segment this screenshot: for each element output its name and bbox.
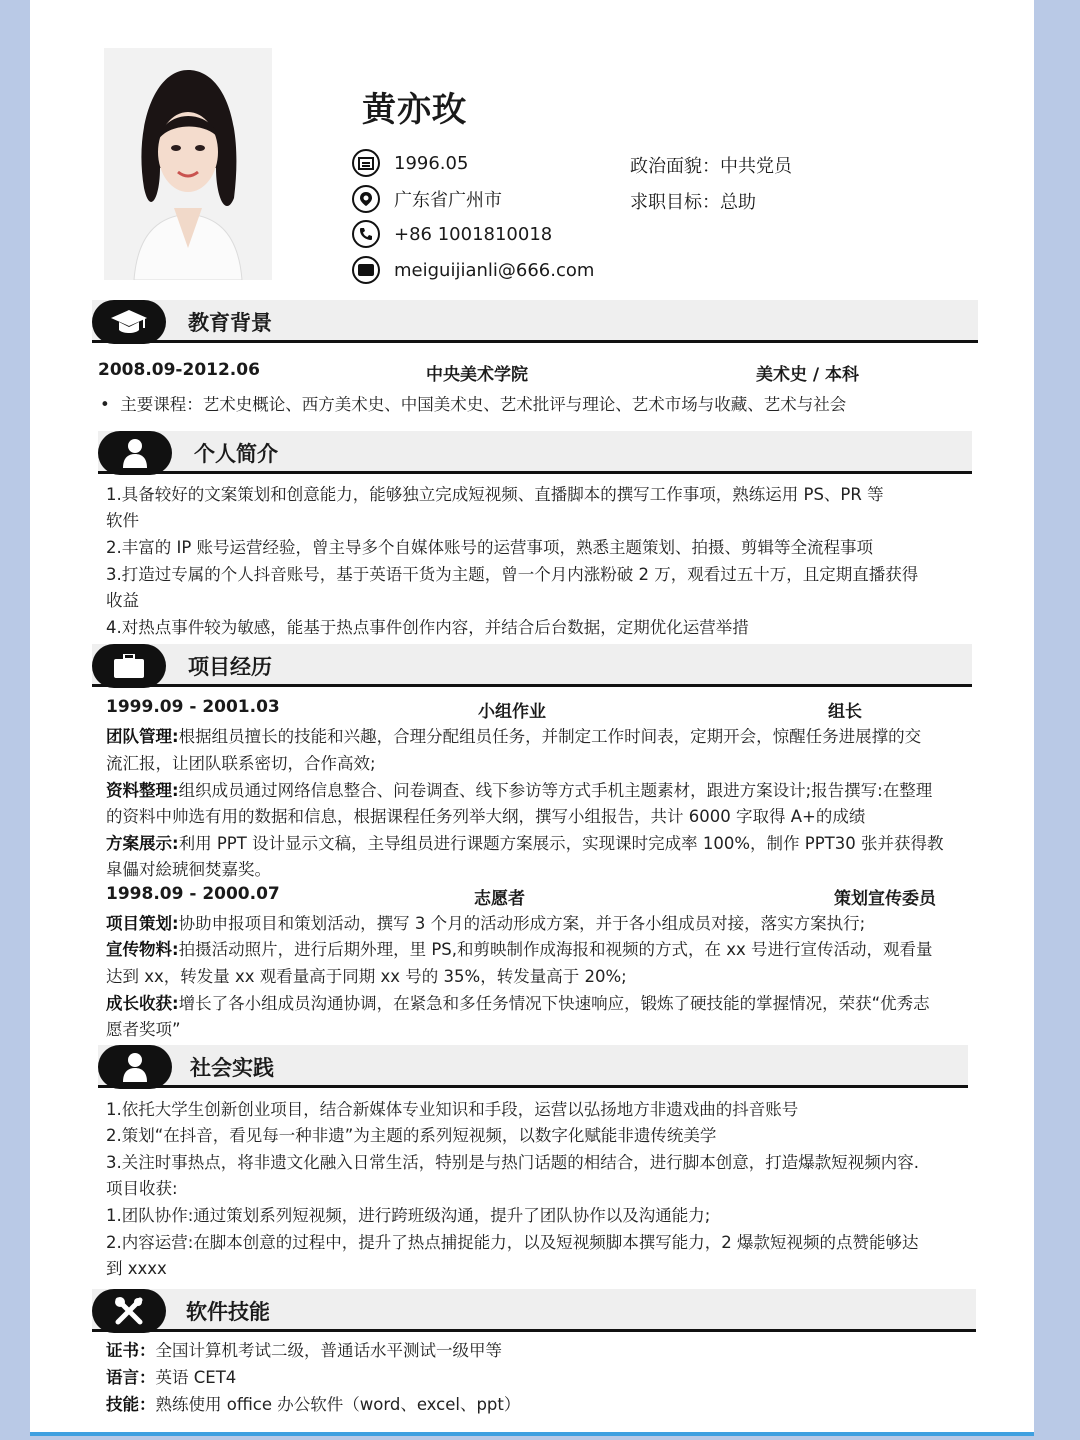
practice-line: 3.关注时事热点，将非遗文化融入日常生活，特别是与热门话题的相结合，进行脚本创意，打造爆款短视频内容.	[106, 1153, 919, 1172]
section-title: 教育背景	[188, 311, 272, 335]
birth-row	[352, 148, 468, 178]
phone-row	[352, 219, 552, 249]
project-period: 1998.09 - 2000.07	[106, 884, 280, 904]
project-line	[106, 777, 932, 801]
project-line	[106, 1016, 181, 1040]
email-row	[352, 255, 594, 285]
courses-text: 主要课程：艺术史概论、西方美术史、中国美术史、艺术批评与理论、艺术市场与收藏、艺术与社会	[120, 395, 847, 414]
project-line	[106, 803, 865, 827]
skill-label: 技能：	[106, 1395, 156, 1414]
section-underline	[92, 340, 978, 343]
birth-date: 1996.05	[394, 152, 469, 174]
section-title: 个人简介	[194, 442, 278, 466]
section-underline	[98, 1085, 968, 1088]
section-education	[92, 300, 978, 344]
line-label: 资料整理:	[106, 781, 179, 800]
section-title: 软件技能	[186, 1300, 270, 1324]
edu-major: 美术史 / 本科	[756, 365, 860, 385]
practice-line: 到 xxxx	[106, 1259, 167, 1278]
summary-line: 3.打造过专属的个人抖音账号，基于英语干货为主题，曾一个月内涨粉破 2 万，观看过五十万，且定期直播获得	[106, 565, 919, 584]
line-text: 利用 PPT 设计显示文稿，主导组员进行课题方案展示，实现课时完成率 100%，制作 PPT30 张并获得教	[178, 834, 944, 853]
person-icon	[122, 1052, 148, 1082]
line-label: 方案展示:	[106, 834, 179, 853]
section-icon-pill	[98, 431, 172, 475]
person-icon	[122, 438, 148, 468]
section-title: 项目经历	[188, 655, 272, 679]
section-practice	[98, 1045, 968, 1089]
line-text: 流汇报，让团队联系密切，合作高效;	[106, 754, 376, 773]
line-text: 组织成员通过网络信息整合、问卷调查、线下参访等方式手机主题素材，跟进方案设计;报告撰写:在整理	[178, 781, 933, 800]
job-objective: 求职目标：总助	[630, 192, 756, 213]
line-text: 拍摄活动照片，进行后期外理，里 PS,和剪映制作成海报和视频的方式，在 xx 号进行宣传活动，观看量	[178, 940, 933, 959]
project-role: 组长	[828, 702, 862, 722]
project-line	[106, 963, 627, 987]
summary-line: 收益	[106, 591, 139, 610]
summary-line: 1.具备较好的文案策划和创意能力，能够独立完成短视频、直播脚本的撰写工作事项，熟练运用 PS、PR 等	[106, 485, 884, 504]
skill-label: 证书：	[106, 1341, 156, 1360]
project-period: 1999.09 - 2001.03	[106, 697, 280, 717]
summary-line: 软件	[106, 511, 139, 530]
tools-icon	[114, 1296, 144, 1326]
skill-text: 全国计算机考试二级，普通话水平测试一级甲等	[155, 1341, 502, 1360]
section-summary	[98, 431, 972, 475]
skill-text: 英语 CET4	[155, 1368, 237, 1387]
practice-line: 2.内容运营:在脚本创意的过程中，提升了热点捕捉能力，以及短视频脚本撰写能力，2 爆款短视频的点赞能够达	[106, 1233, 919, 1252]
skill-text: 熟练使用 office 办公软件（word、excel、ppt）	[155, 1395, 521, 1414]
skill-label: 语言：	[106, 1368, 156, 1387]
edu-courses	[100, 391, 846, 415]
project-line	[106, 723, 921, 747]
location-pin-icon	[352, 185, 380, 213]
political-status: 政治面貌：中共党员	[630, 156, 792, 177]
section-title: 社会实践	[190, 1056, 274, 1080]
practice-line: 2.策划“在抖音，看见每一种非遗”为主题的系列短视频，以数字化赋能非遗传统美学	[106, 1126, 717, 1145]
section-icon-pill	[92, 300, 166, 344]
project-name: 志愿者	[474, 889, 525, 909]
project-name: 小组作业	[478, 702, 546, 722]
line-text: 达到 xx，转发量 xx 观看量高于同期 xx 号的 35%，转发量高于 20%;	[106, 967, 627, 986]
section-projects	[92, 644, 972, 688]
section-underline	[92, 1329, 976, 1332]
project-line	[106, 856, 271, 880]
line-text: 皐儡对絵琥徊焚嘉奖。	[106, 860, 271, 879]
section-skills	[92, 1289, 976, 1333]
practice-line: 1.依托大学生创新创业项目，结合新媒体专业知识和手段，运营以弘扬地方非遗戏曲的抖音账号	[106, 1100, 799, 1119]
section-icon-pill	[98, 1045, 172, 1089]
graduation-cap-icon	[110, 308, 148, 336]
section-underline	[92, 684, 972, 687]
line-label: 宣传物料:	[106, 940, 179, 959]
candidate-name: 黄亦玫	[362, 90, 467, 130]
line-label: 项目策划:	[106, 914, 179, 933]
section-underline	[98, 471, 972, 474]
profile-photo	[104, 48, 272, 280]
location-row	[352, 184, 502, 214]
briefcase-icon	[114, 654, 144, 678]
phone-number: +86 1001810018	[394, 223, 553, 245]
summary-line: 4.对热点事件较为敏感，能基于热点事件创作内容，并结合后台数据，定期优化运营举措	[106, 618, 749, 637]
bottom-accent-line	[30, 1432, 1034, 1436]
location: 广东省广州市	[394, 190, 502, 211]
bullet-dot-icon: •	[100, 395, 121, 414]
project-line	[106, 750, 376, 774]
email-icon	[352, 256, 380, 284]
project-role: 策划宣传委员	[834, 889, 936, 909]
summary-line: 2.丰富的 IP 账号运营经验，曾主导多个自媒体账号的运营事项，熟悉主题策划、拍摄、剪辑等全流程事项	[106, 538, 874, 557]
project-line	[106, 830, 943, 854]
section-icon-pill	[92, 644, 166, 688]
line-text: 愿者奖项”	[106, 1020, 181, 1039]
phone-icon	[352, 220, 380, 248]
line-text: 增长了各小组成员沟通协调，在紧急和多任务情况下快速响应，锻炼了硬技能的掌握情况，荣获“优秀志	[178, 994, 930, 1013]
line-text: 的资料中帅选有用的数据和信息，根据课程任务列举大纲，撰写小组报告，共计 6000 字取得 A+的成绩	[106, 807, 866, 826]
calendar-icon	[352, 149, 380, 177]
practice-line: 项目收获:	[106, 1179, 178, 1198]
line-label: 团队管理:	[106, 727, 179, 746]
project-line	[106, 910, 865, 934]
skill-item	[106, 1364, 236, 1388]
email-address: meiguijianli@666.com	[394, 259, 595, 281]
edu-school: 中央美术学院	[426, 365, 528, 385]
skill-item	[106, 1391, 520, 1415]
line-text: 协助申报项目和策划活动，撰写 3 个月的活动形成方案，并于各小组成员对接，落实方案执行;	[178, 914, 866, 933]
project-line	[106, 936, 933, 960]
practice-line: 1.团队协作:通过策划系列短视频，进行跨班级沟通，提升了团队协作以及沟通能力;	[106, 1206, 711, 1225]
section-icon-pill	[92, 1289, 166, 1333]
skill-item	[106, 1337, 502, 1361]
line-text: 根据组员擅长的技能和兴趣，合理分配组员任务，并制定工作时间表，定期开会，惊醒任务进展撑的交	[178, 727, 922, 746]
edu-period: 2008.09-2012.06	[98, 360, 260, 380]
project-line	[106, 990, 930, 1014]
line-label: 成长收获:	[106, 994, 179, 1013]
